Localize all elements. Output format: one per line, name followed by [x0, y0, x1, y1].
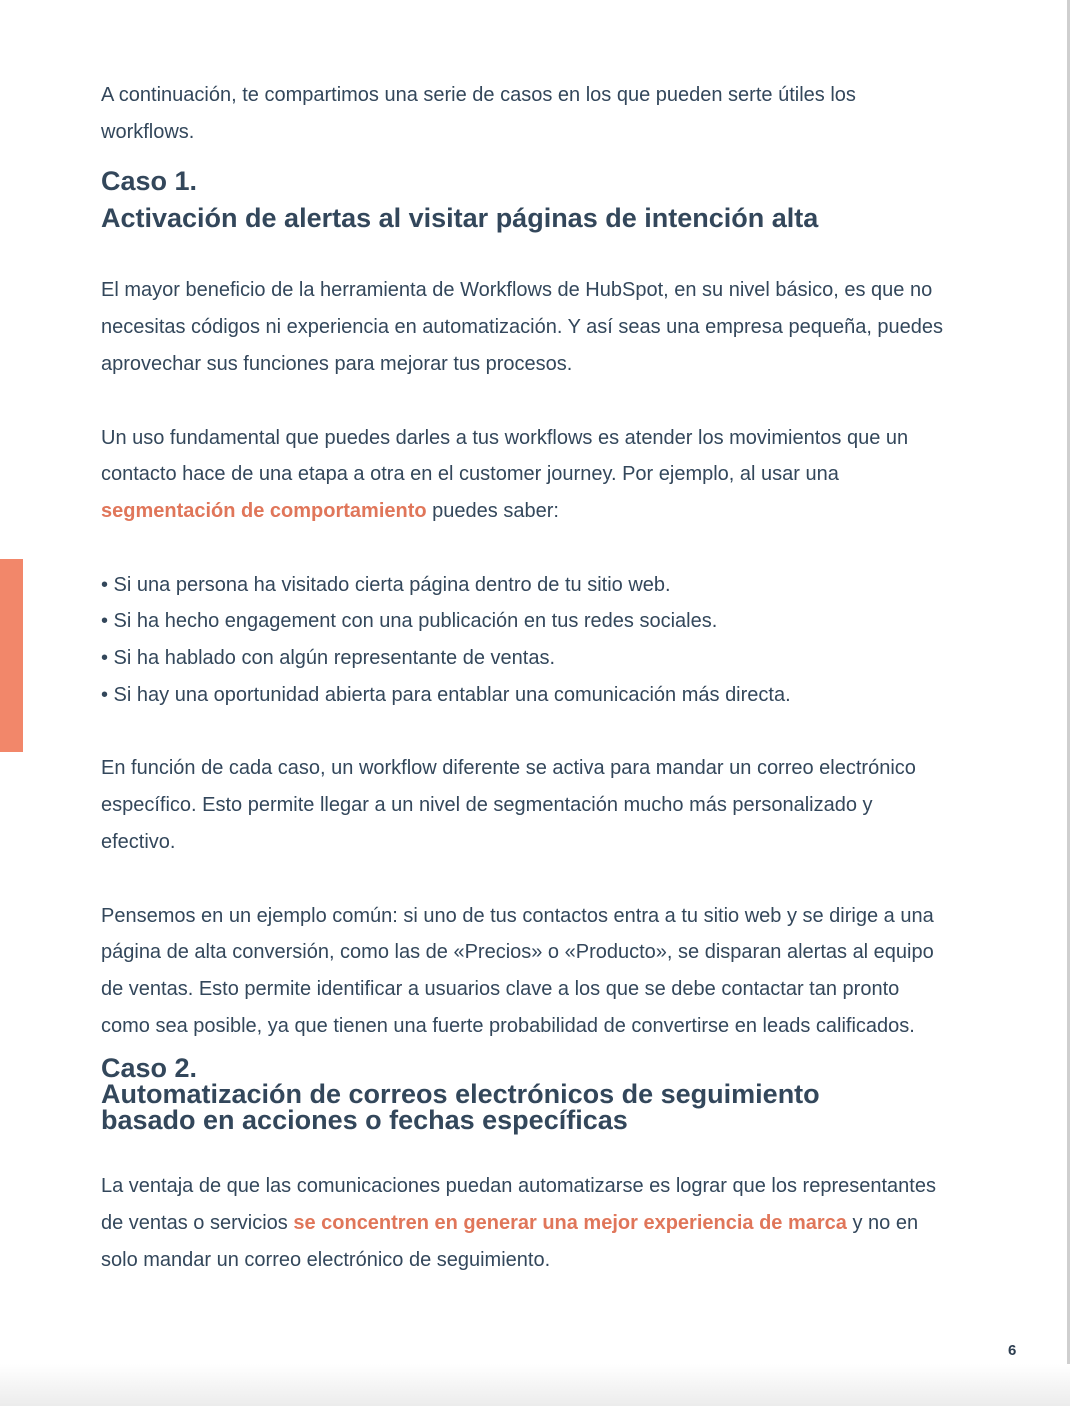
spacer	[101, 383, 951, 420]
case2-label: Caso 2.	[101, 1053, 198, 1084]
list-item: • Si ha hecho engagement con una publicación en tus redes sociales.	[101, 610, 718, 633]
list-item: • Si ha hablado con algún representante de ventas.	[101, 647, 555, 670]
list-item: • Si una persona ha visitado cierta página dentro de tu sitio web.	[101, 573, 671, 596]
document-content	[101, 77, 951, 1278]
page-bottom-shadow	[0, 1364, 1070, 1406]
paragraph-benefit: El mayor beneficio de la herramienta de Workflows de HubSpot, en su nivel básico, es que no necesitas códigos ni experiencia en automatización. Y así seas una empresa pequeña, puedes aprovechar sus funciones para mejorar tus procesos.	[101, 279, 944, 375]
bullet-list	[101, 567, 951, 714]
spacer	[101, 530, 951, 567]
case1-label: Caso 1.	[101, 166, 198, 197]
spacer	[101, 713, 951, 750]
paragraph-advantage-text: La ventaja de que las comunicaciones puedan automatizarse es lograr que los representantes de ventas o servicios	[101, 1175, 936, 1235]
paragraph-usage-text: Un uso fundamental que puedes darles a tus workflows es atender los movimientos que un contacto hace de una etapa a otra en el customer journey. Por ejemplo, al usar una	[101, 426, 909, 486]
case1-heading	[101, 163, 951, 237]
page-number: 6	[1008, 1342, 1017, 1359]
paragraph-advantage	[101, 1168, 951, 1278]
case1-title: Activación de alertas al visitar páginas de intención alta	[101, 203, 819, 234]
paragraph-usage	[101, 420, 951, 530]
paragraph-example: Pensemos en un ejemplo común: si uno de tus contactos entra a tu sitio web y se dirige a una página de alta conversión, como las de «Precios» o «Producto», se disparan alertas al equipo de ventas. Esto permite identificar a usuarios clave a los que se debe contactar tan pronto como sea posible, ya que tienen una fuerte probabilidad de convertirse en leads calificados.	[101, 904, 934, 1037]
accent-bar	[0, 559, 23, 752]
case2-title-line2: basado en acciones o fechas específicas	[101, 1105, 628, 1136]
paragraph-segmentation: En función de cada caso, un workflow diferente se activa para mandar un correo electrónico específico. Esto permite llegar a un nivel de segmentación mucho más personalizado y efectivo.	[101, 757, 916, 853]
case2-heading	[101, 1053, 951, 1136]
behavior-segmentation-link[interactable]: segmentación de comportamiento	[101, 499, 427, 522]
intro-paragraph: A continuación, te compartimos una serie de casos en los que pueden serte útiles los workflows.	[101, 84, 856, 143]
paragraph-usage-end: puedes saber:	[426, 499, 559, 522]
brand-experience-link[interactable]: se concentren en generar una mejor experiencia de marca	[293, 1212, 847, 1235]
spacer	[101, 1133, 951, 1168]
paragraph-advantage-end: y no en solo mandar un correo electrónico de seguimiento.	[101, 1212, 919, 1271]
spacer	[101, 237, 951, 272]
case2-title-line1: Automatización de correos electrónicos de seguimiento	[101, 1079, 820, 1110]
list-item: • Si hay una oportunidad abierta para entablar una comunicación más directa.	[101, 683, 791, 706]
spacer	[101, 861, 951, 898]
